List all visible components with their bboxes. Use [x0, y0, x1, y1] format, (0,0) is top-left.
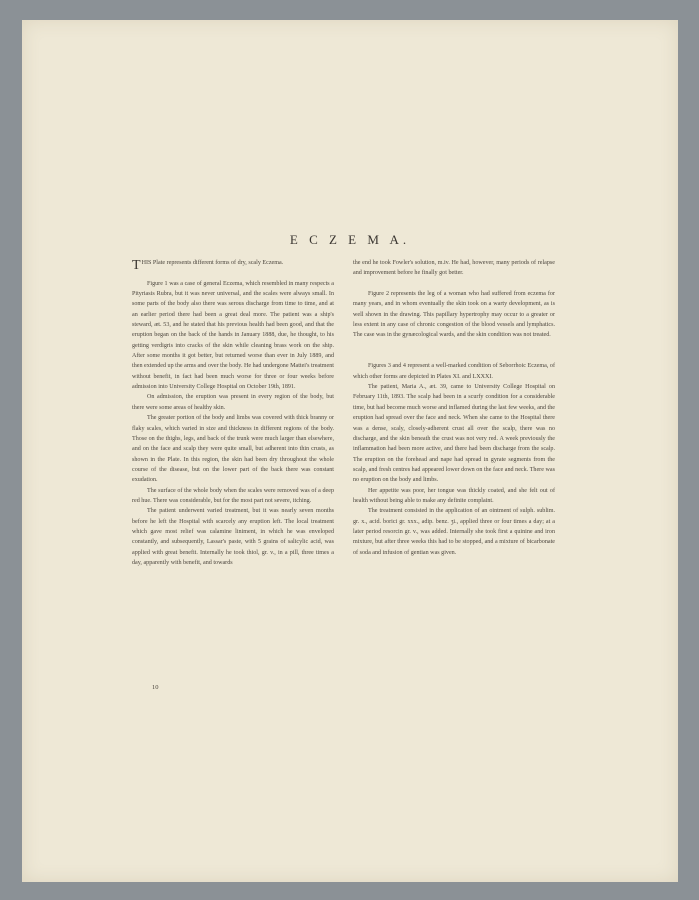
paragraph-surface: The surface of the whole body when the scales were removed was of a deep red hue. There was considerable, but for the most part not severe, itching. [132, 487, 334, 504]
paragraph-scales: The greater portion of the body and limbs was covered with thick branny or flaky scales, which varied in size and thickness in different regions of the body. Those on the thighs, legs, and back of the trunk were much larger than elsewhere, and on the face and scalp they were quite small, but adherent into thin crusts, as shown in the Plate. In this region, the skin had been dry throughout the whole course of the disease, but on the lower part of the back there was constant exudation. [132, 415, 334, 484]
intro-text: HIS Plate represents different forms of dry, scaly Eczema. [141, 260, 284, 266]
paragraph-admission: On admission, the eruption was present in every region of the body, but there were some areas of healthy skin. [132, 394, 334, 411]
document-page [22, 20, 678, 882]
paragraph-continuation: the end he took Fowler's solution, m.iv. He had, however, many periods of relapse and improvement before he finally got better. [353, 260, 555, 277]
paragraph-figures-3-4: Figures 3 and 4 represent a well-marked condition of Seborrhoic Eczema, of which other forms are depicted in Plates XI. and LXXXI. [353, 363, 555, 380]
right-column [353, 258, 555, 558]
paragraph-patient: The patient, Maria A., æt. 39, came to University College Hospital on February 11th, 1893. The scalp had been in a scurfy condition for a considerable time, but had become much worse and inflamed during the last few weeks, and the eruption had spread over the face and neck. When she came to the Hospital there was a dense, scaly, closely-adherent crust all over the scalp, there was no discharge, and the skin beneath the crust was not very red. A week previously the inflammation had been more active, and there had been discharge from the scalp. The eruption on the forehead and nape had spread in gyrate segments from the scalp, and fresh centres had appeared lower down on the face and neck. There was no eruption on the body and limbs. [353, 384, 555, 484]
paragraph-figure-1: Figure 1 was a case of general Eczema, which resembled in many respects a Pityriasis Rubra, but it was never universal, and the scales were always small. In some parts of the body also there was serous discharge from time to time, and at an earlier period there had been a great deal more. The patient was a ship's steward, æt. 53, and he stated that his previous health had been good, and that the eruption began on the back of the hands in January 1888, due, he thought, to his getting verdigris into cracks of the skin while cleaning brass work on the ship. After some months it got better, but returned worse than ever in July 1889, and then extended up the arms and over the body. He had undergone Mattei's treatment without benefit, in fact had been much worse for three or four weeks before admission into University College Hospital on October 19th, 1891. [132, 280, 334, 391]
paragraph-figure-2: Figure 2 represents the leg of a woman who had suffered from eczema for many years, and in whom eventually the skin took on a warty development, as is well shown in the drawing. This papillary hypertrophy may occur to a greater or less extent in any case of chronic congestion of the blood vessels and lymphatics. The case was in the gynæcological wards, and the skin condition was not treated. [353, 291, 555, 339]
paragraph-ointment: The treatment consisted in the application of an ointment of sulph. sublim. gr. x., acid. borici gr. xxx., adip. benz. ʒi., applied three or four times a day; at a later period resorcin gr. v., was added. Internally she took first a quinine and iron mixture, but after three weeks this had to be stopped, and a mixture of bicarbonate of soda and infusion of gentian was given. [353, 508, 555, 556]
drop-cap: T [132, 258, 141, 273]
left-column [132, 258, 334, 568]
intro-paragraph [132, 258, 334, 273]
paragraph-treatment: The patient underwent varied treatment, but it was nearly seven months before he left the Hospital with scarcely any eruption left. The local treatment which gave most relief was calamine liniment, in which he was enveloped constantly, and subsequently, Lassar's paste, with 5 grains of salicylic acid, was applied with great benefit. Internally he took thiol, gr. v., in a pill, three times a day, apparently with benefit, and towards [132, 508, 334, 566]
page-number: 10 [152, 684, 159, 691]
page-title: E C Z E M A. [289, 232, 411, 247]
paragraph-appetite: Her appetite was poor, her tongue was thickly coated, and she felt out of health without being able to make any definite complaint. [353, 487, 555, 504]
